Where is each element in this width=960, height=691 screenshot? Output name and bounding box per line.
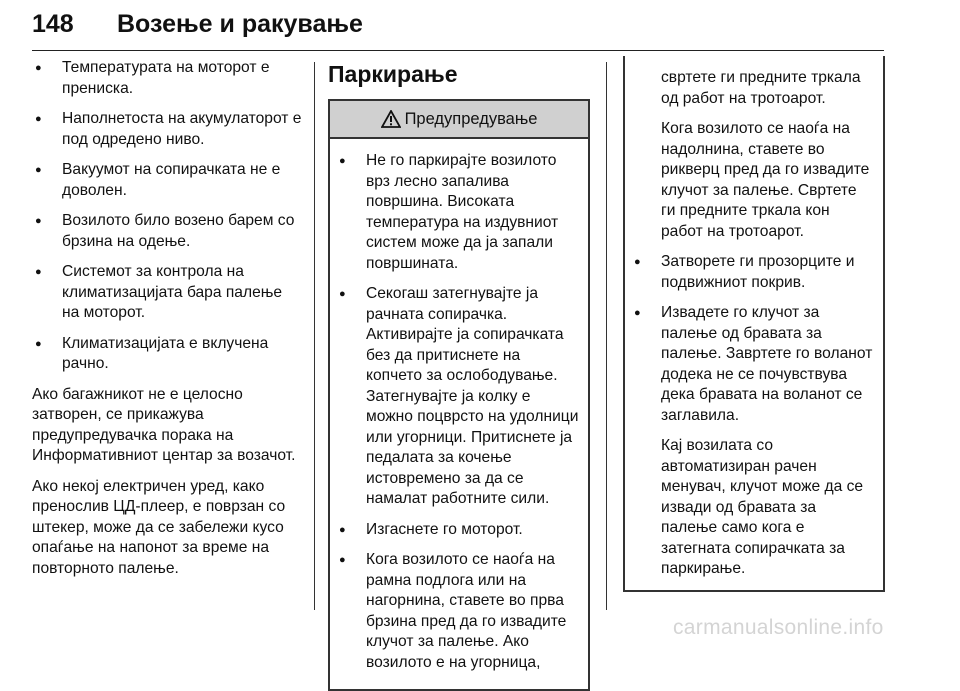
list-item: ● Температурата на моторот е прениска. xyxy=(32,58,302,99)
warning-label: Предупредување xyxy=(405,109,538,130)
watermark: carmanualsonline.info xyxy=(673,616,884,640)
paragraph-trunk-warning: Ако багажникот не е целосно затворен, се прикажува предупредувачка порака на Информативниот центар за возачот. xyxy=(32,385,302,467)
list-item: ● Системот за контрола на климатизацијата бара палење на моторот. xyxy=(32,262,302,324)
column-2 xyxy=(328,58,590,691)
warning-body-continued xyxy=(625,56,883,590)
warning-triangle-icon xyxy=(381,110,401,128)
list-item: ● Не го паркирајте возилото врз лесно запалива површина. Високата температура на издувниот систем може да ја запали површината. xyxy=(336,151,580,274)
list-item: ● Извадете го клучот за палење од бравата за палење. Завртете го воланот додека не се почувствува дека бравата на воланот се заглавила. xyxy=(631,303,875,426)
paragraph-voltage-drop: Ако некој електричен уред, како пренослив ЦД-плеер, е поврзан со штекер, може да се забележи кусо опаѓање на напонот за време на повторното палење. xyxy=(32,477,302,580)
warning-body xyxy=(330,139,588,689)
list-item: ● Возилото било возено барем со брзина на одење. xyxy=(32,211,302,252)
warning-box-continued xyxy=(623,56,885,592)
warning-header xyxy=(330,101,588,140)
list-item: ● Вакуумот на сопирачката не е доволен. xyxy=(32,160,302,201)
paragraph: Кога возилото се наоѓа на надолнина, ставете во рикверц пред да го извадите клучот за палење. Свртете ги предните тркала кон работ на тротоарот. xyxy=(631,119,875,242)
column-1 xyxy=(32,58,302,589)
page-header xyxy=(32,2,884,46)
list-item: ● Секогаш затегнувајте ја рачната сопирачка. Активирајте ја сопирачката без да притиснете на копчето за ослободување. Затегнувајте ја колку е можно поцврсто на удолници или угорници. Притиснете ја педалата за кочење истовремено за да се намалат работните сили. xyxy=(336,284,580,510)
column-divider xyxy=(314,62,315,610)
header-divider xyxy=(32,50,884,51)
list-item: ● Затворете ги прозорците и подвижниот покрив. xyxy=(631,252,875,293)
list-item: ● Климатизацијата е вклучена рачно. xyxy=(32,334,302,375)
list-item: ● Наполнетоста на акумулаторот е под одредено ниво. xyxy=(32,109,302,150)
list-item: ● Изгаснете го моторот. xyxy=(336,520,580,541)
section-title: Паркирање xyxy=(328,64,590,85)
chapter-title: Возење и ракување xyxy=(117,10,363,39)
list-item: ● Кога возилото се наоѓа на рамна подлога или на нагорнина, ставете во прва брзина пред да го извадите клучот за палење. Ако возилото е на угорница, xyxy=(336,550,580,673)
page-number: 148 xyxy=(32,10,74,39)
column-3 xyxy=(623,56,885,592)
paragraph: Кај возилата со автоматизиран рачен менувач, клучот може да се извади од бравата за палење само кога е затегната сопирачката за паркирање. xyxy=(631,436,875,580)
warning-box xyxy=(328,99,590,691)
column-divider xyxy=(606,62,607,610)
paragraph: свртете ги предните тркала од работ на тротоарот. xyxy=(631,68,875,109)
